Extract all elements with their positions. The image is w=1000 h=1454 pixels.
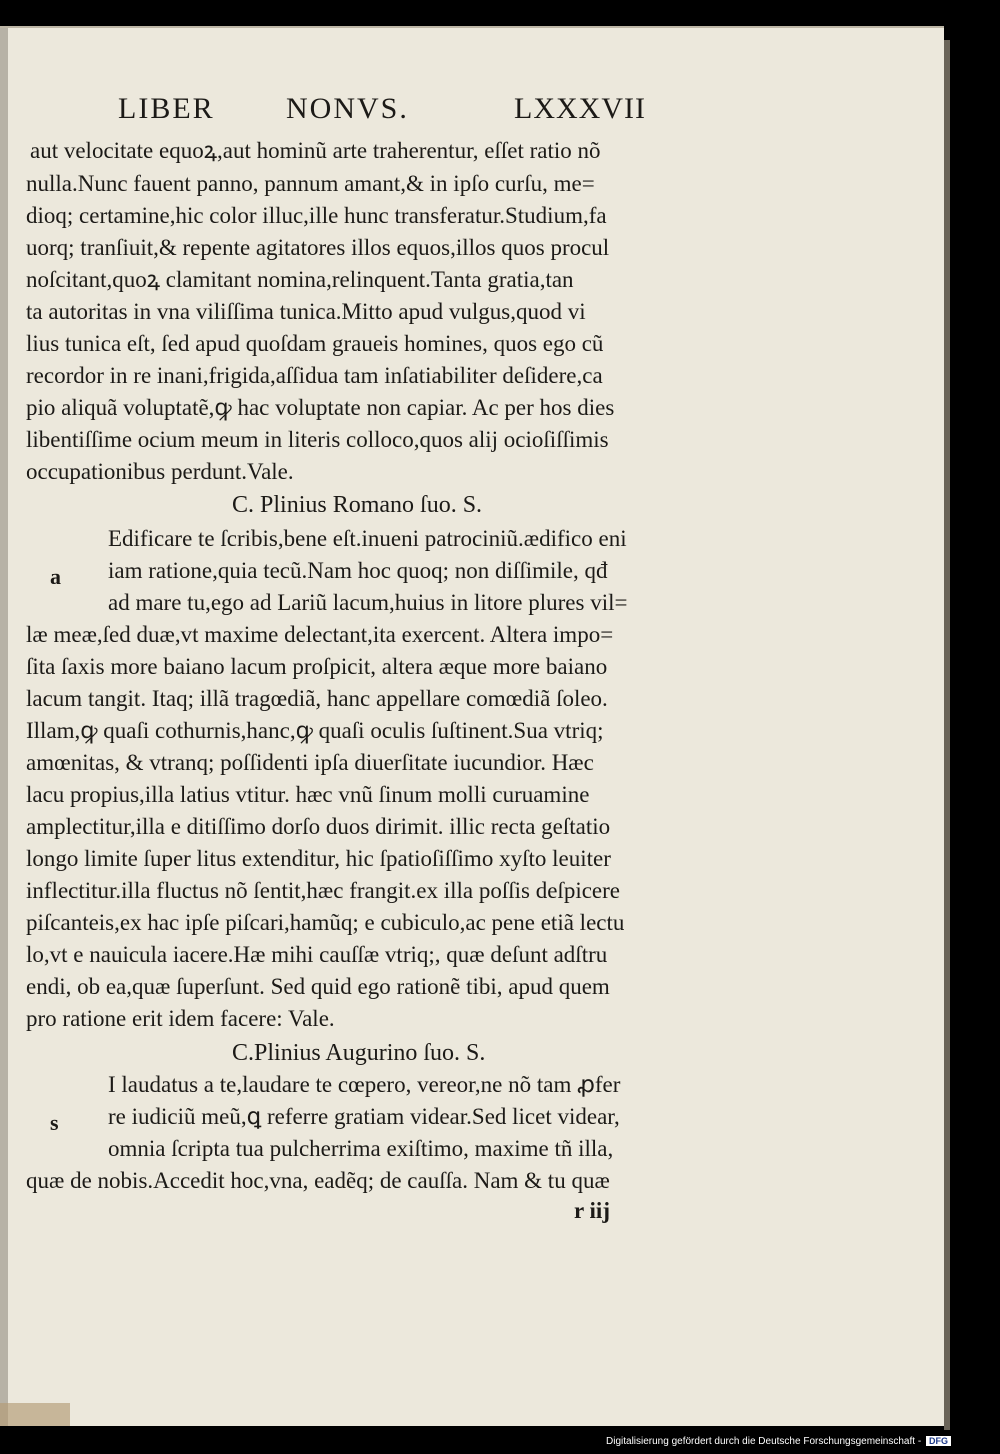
page-shadow-edge: [944, 40, 950, 1430]
text-line: noſcitant,quoꝝ clamitant nomina,relinquent.Tanta gratia,tan: [26, 267, 574, 292]
letter-heading: C.Plinius Augurino ſuo. S.: [232, 1040, 486, 1066]
dfg-logo: DFG: [926, 1436, 951, 1446]
text-line: quæ de nobis.Accedit hoc,vna, eadẽq; de cauſſa. Nam & tu quæ: [26, 1168, 610, 1193]
running-head-center: NONVS.: [286, 92, 409, 125]
text-line: dioq; certamine,hic color illuc,ille hunc transferatur.Studium,fa: [26, 203, 607, 228]
margin-signature-mark: s: [50, 1110, 59, 1135]
text-line: recordor in re inani,frigida,aſſidua tam inſatiabiliter deſidere,ca: [26, 363, 603, 388]
signature-mark: r iij: [574, 1198, 610, 1223]
text-line: re iudiciũ meũ,ꝗ referre gratiam videar.Sed licet videar,: [108, 1104, 620, 1129]
letter-heading: C. Plinius Romano ſuo. S.: [232, 492, 483, 518]
text-line: læ meæ,ſed duæ,vt maxime delectant,ita exercent. Altera impo=: [26, 622, 614, 647]
text-line: amœnitas, & vtranq; poſſidenti ipſa diuerſitate iucundior. Hæc: [26, 750, 594, 775]
margin-signature-mark: a: [50, 564, 61, 589]
folio-number: LXXXVII: [514, 92, 646, 125]
text-line: libentiſſime ocium meum in literis colloco,quos alij ocioſiſſimis: [26, 427, 609, 452]
text-line: aut velocitate equoꝝ,aut hominũ arte traherentur, eſſet ratio nõ: [30, 138, 601, 163]
text-line: occupationibus perdunt.Vale.: [26, 459, 294, 484]
text-line: pio aliquã voluptatẽ,ꝙ hac voluptate non capiar. Ac per hos dies: [26, 395, 615, 420]
credit-text: Digitalisierung gefördert durch die Deutsche Forschungsgemeinschaft -: [606, 1436, 922, 1447]
text-line: lacu propius,illa latius vtitur. hæc vnũ ſinum molli curuamine: [26, 782, 590, 807]
text-line: lo,vt e nauicula iacere.Hæ mihi cauſſæ vtriq;, quæ deſunt adſtru: [26, 942, 608, 967]
page-stain: [0, 1403, 70, 1426]
text-line: Edificare te ſcribis,bene eſt.inueni patrociniũ.ædifico eni: [108, 526, 627, 551]
text-line: Illam,ꝙ quaſi cothurnis,hanc,ꝙ quaſi oculis ſuſtinent.Sua vtriq;: [26, 718, 604, 743]
text-line: nulla.Nunc fauent panno, pannum amant,& in ipſo curſu, me=: [26, 171, 595, 196]
text-line: I laudatus a te,laudare te cœpero, vereor,ne nõ tam ꝓfer: [108, 1072, 621, 1097]
text-line: longo limite ſuper litus extenditur, hic ſpatioſiſſimo xyſto leuiter: [26, 846, 611, 871]
text-line: uorq; tranſiuit,& repente agitatores illos equos,illos quos procul: [26, 235, 610, 260]
text-line: ta autoritas in vna viliſſima tunica.Mitto apud vulgus,quod vi: [26, 299, 586, 324]
text-line: lius tunica eſt, ſed apud quoſdam graueis homines, quos ego cũ: [26, 331, 604, 356]
text-line: pro ratione erit idem facere: Vale.: [26, 1006, 335, 1031]
text-line: amplectitur,illa e ditiſſimo dorſo duos dirimit. illic recta geſtatio: [26, 814, 611, 839]
text-line: ſita ſaxis more baiano lacum proſpicit, altera æque more baiano: [26, 654, 608, 679]
text-line: inflectitur.illa fluctus nõ ſentit,hæc frangit.ex illa poſſis deſpicere: [26, 878, 621, 903]
text-line: iam ratione,quia tecũ.Nam hoc quoq; non diſſimile, qđ: [108, 558, 608, 583]
digitization-credit: [606, 1436, 951, 1447]
text-line: ad mare tu,ego ad Lariũ lacum,huius in litore plures vil=: [108, 590, 628, 615]
page-binding-edge: [0, 28, 8, 1426]
text-line: lacum tangit. Itaq; illã tragœdiã, hanc appellare comœdiã ſoleo.: [26, 686, 608, 711]
text-line: endi, ob ea,quæ ſuperſunt. Sed quid ego rationẽ tibi, apud quem: [26, 974, 610, 999]
running-head-left: LIBER: [118, 92, 215, 125]
text-line: piſcanteis,ex hac ipſe piſcari,hamũq; e cubiculo,ac pene etiã lectu: [26, 910, 625, 935]
text-line: omnia ſcripta tua pulcherrima exiſtimo, maxime tñ illa,: [108, 1136, 614, 1161]
book-page: [0, 26, 944, 1426]
